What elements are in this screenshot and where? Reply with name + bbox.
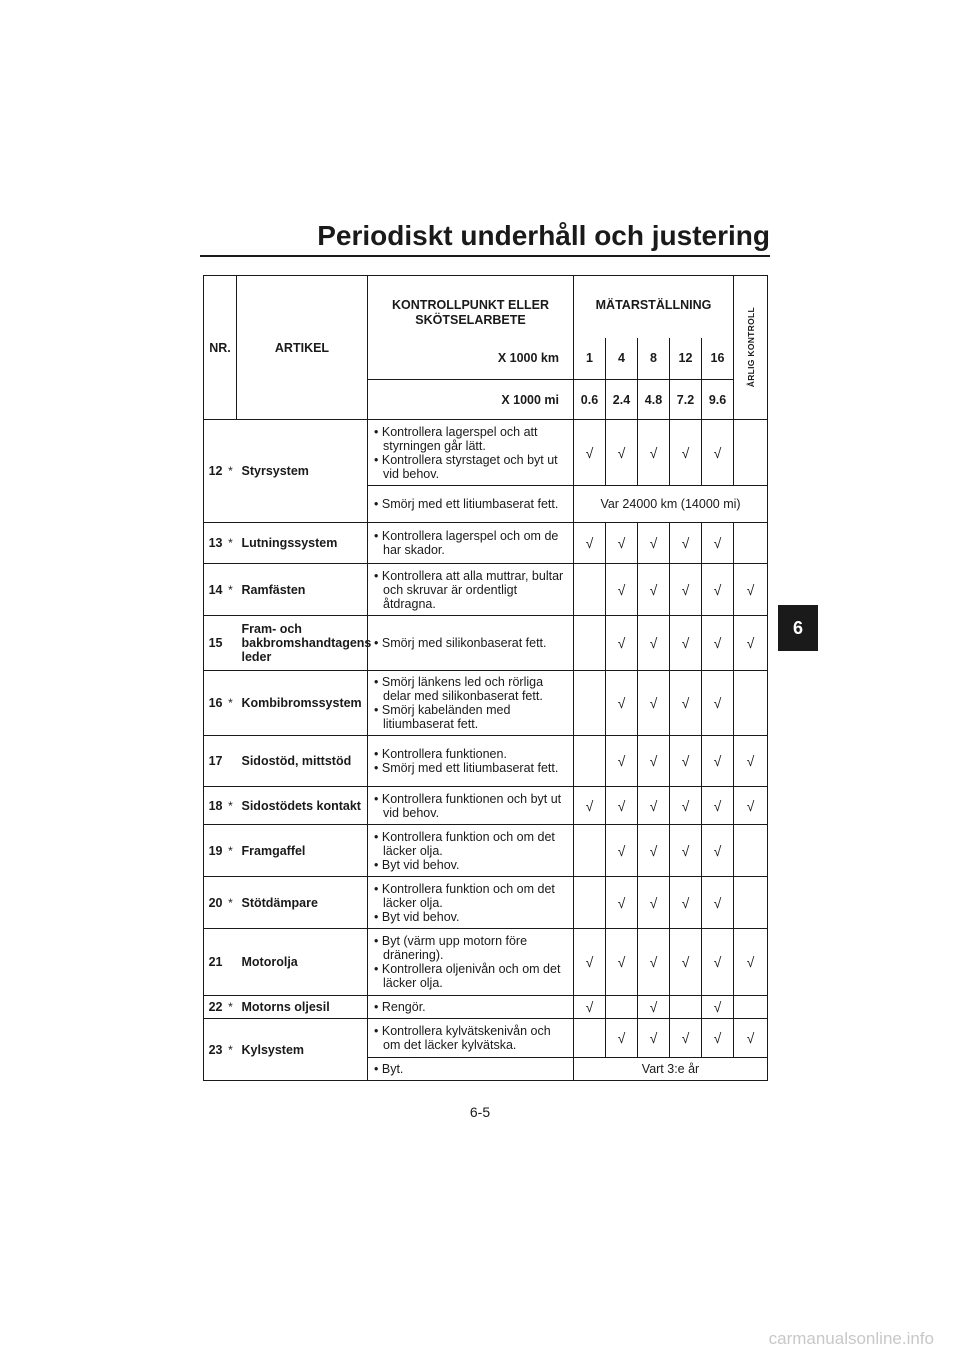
header-mi: 4.8	[638, 380, 670, 420]
header-matar: MÄTARSTÄLLNING	[574, 276, 734, 338]
table-row: 14 * Ramfästen • Kontrollera att alla muttrar, bultar och skruvar är ordentligt åtdragna. √ √ √ √ √	[204, 564, 768, 616]
table-row: • Smörj med ett litiumbaserat fett. Var 24000 km (14000 mi)	[204, 486, 768, 523]
header-mi: 9.6	[702, 380, 734, 420]
interval-text: Var 24000 km (14000 mi)	[574, 486, 768, 523]
header-mi: 7.2	[670, 380, 702, 420]
interval-text: Vart 3:e år	[574, 1058, 768, 1081]
table-row: 20 * Stötdämpare • Kontrollera funktion och om det läcker olja. • Byt vid behov. √ √ √ √	[204, 877, 768, 929]
title-rule	[200, 255, 770, 257]
page-number: 6-5	[469, 1104, 491, 1120]
header-mi: 2.4	[606, 380, 638, 420]
header-km: 16	[702, 338, 734, 380]
table-row: 18 * Sidostödets kontakt • Kontrollera funktionen och byt ut vid behov. √ √ √ √ √ √	[204, 787, 768, 825]
watermark[interactable]: carmanualsonline.info	[768, 1329, 934, 1348]
header-mi-label: X 1000 mi	[368, 380, 574, 420]
header-mi: 0.6	[574, 380, 606, 420]
header-km: 12	[670, 338, 702, 380]
header-arlig	[734, 276, 768, 420]
page-title: Periodiskt underhåll och justering	[317, 220, 770, 251]
header-km-label: X 1000 km	[368, 338, 574, 380]
table-row: 13 * Lutningssystem • Kontrollera lagerspel och om de har skador. √ √ √ √ √	[204, 523, 768, 564]
table-row: • Byt. Vart 3:e år	[204, 1058, 768, 1081]
table-row: 21 Motorolja • Byt (värm upp motorn före dränering). • Kontrollera oljenivån och om det läcker olja. √ √ √ √ √ √	[204, 929, 768, 996]
table-row: 23 * Kylsystem • Kontrollera kylvätskenivån och om det läcker kylvätska. √ √ √ √ √	[204, 1019, 768, 1058]
header-artikel: ARTIKEL	[237, 276, 368, 420]
arlig-label: ÅRLIG KONTROLL	[745, 307, 756, 388]
header-kontroll: KONTROLLPUNKT ELLER SKÖTSELARBETE	[368, 276, 574, 338]
maintenance-table	[203, 275, 768, 1081]
table-row: 12 * Styrsystem • Kontrollera lagerspel och att styrningen går lätt. • Kontrollera styrstaget och byt ut vid behov. √ √ √ √ √	[204, 420, 768, 486]
table-row: 19 * Framgaffel • Kontrollera funktion och om det läcker olja. • Byt vid behov. √ √ √ √	[204, 825, 768, 877]
chapter-tab[interactable]: 6	[778, 605, 818, 651]
header-km: 1	[574, 338, 606, 380]
header-nr: NR.	[204, 276, 237, 420]
header-km: 4	[606, 338, 638, 380]
table-row: 15 Fram- och bakbromshandtagens leder • Smörj med silikonbaserat fett. √ √ √ √ √	[204, 616, 768, 671]
table-row: 16 * Kombibromssystem • Smörj länkens led och rörliga delar med silikonbaserat fett. • Smörj kabeländen med litiumbaserat fett. √ √ √ √	[204, 671, 768, 736]
table-row: 17 Sidostöd, mittstöd • Kontrollera funktionen. • Smörj med ett litiumbaserat fett. √ √ √ √ √	[204, 736, 768, 787]
table-row: 22 * Motorns oljesil • Rengör. √ √ √	[204, 996, 768, 1019]
header-km: 8	[638, 338, 670, 380]
